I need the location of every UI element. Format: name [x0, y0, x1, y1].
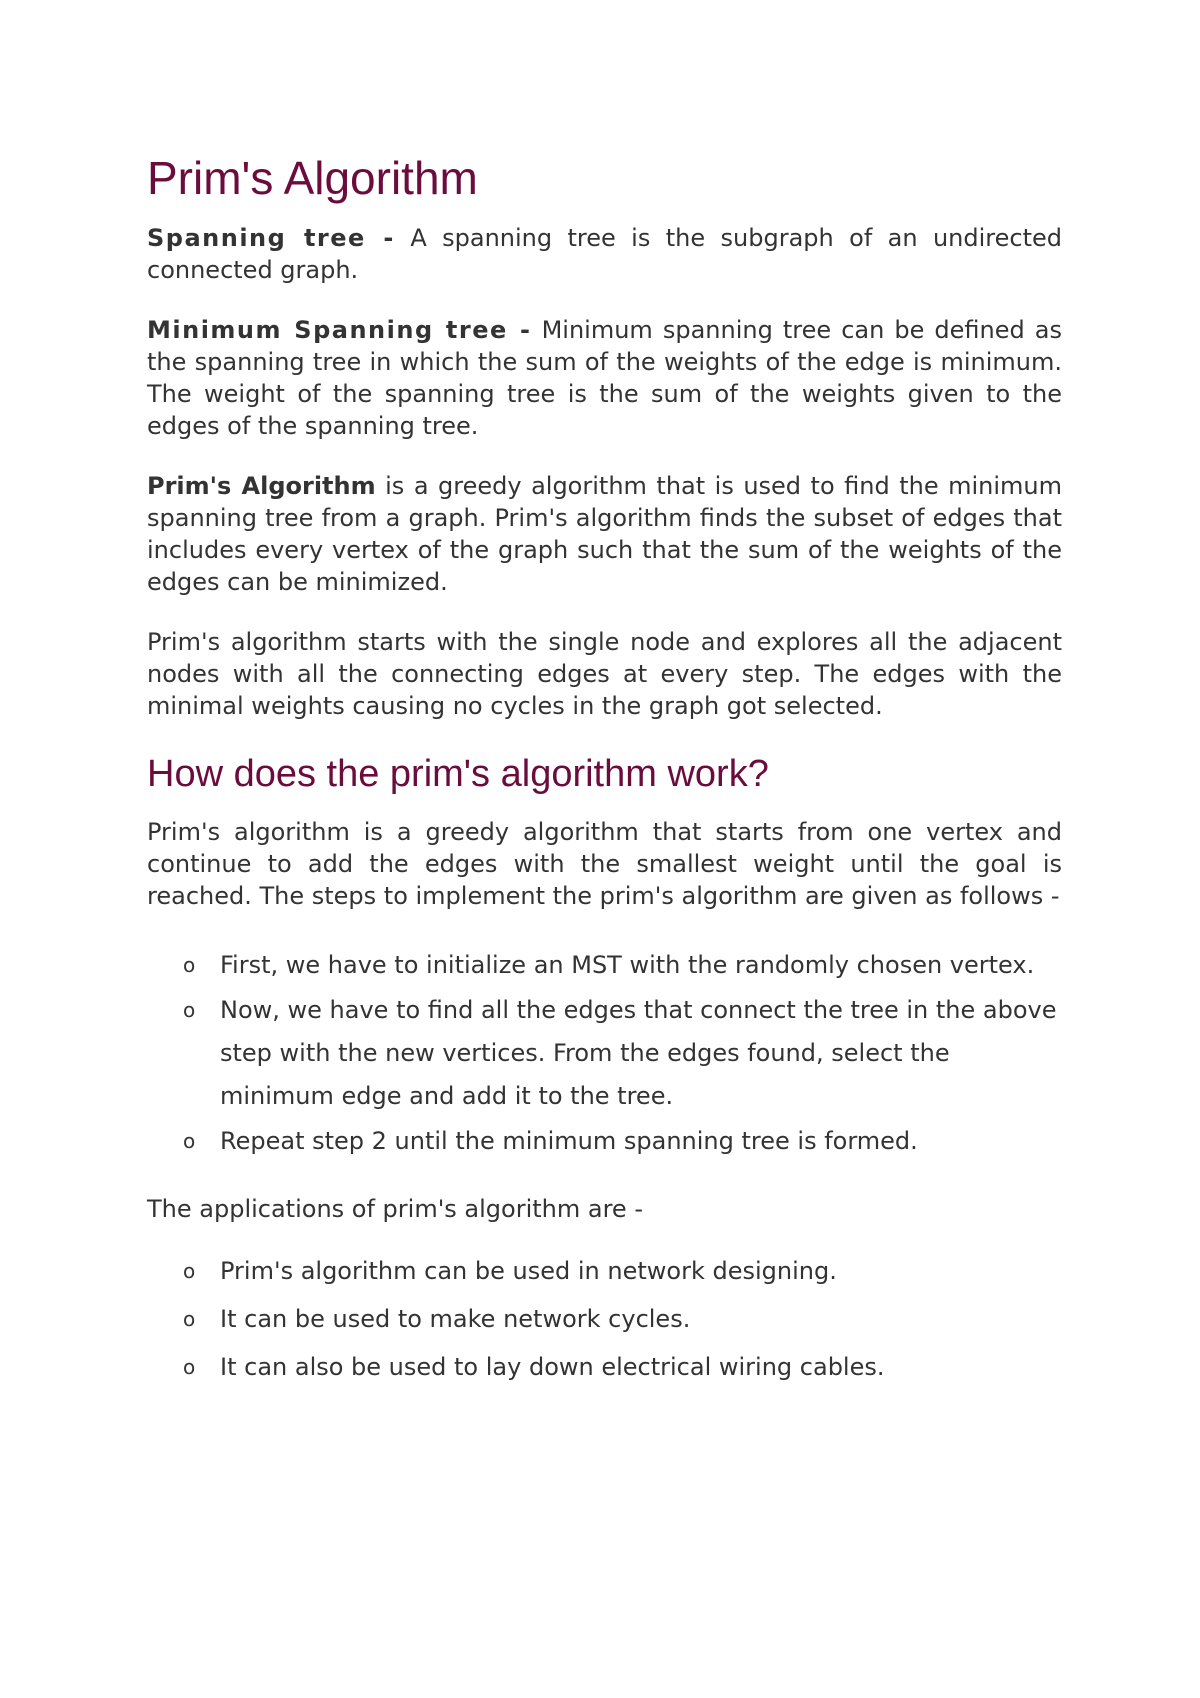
how-heading: How does the prim's algorithm work?	[147, 753, 769, 795]
applications-intro: The applications of prim's algorithm are -	[147, 1195, 643, 1223]
bullet-icon: o	[183, 953, 196, 977]
document-page	[147, 150, 1062, 1399]
prims-algorithm-term: Prim's Algorithm	[147, 472, 376, 500]
spanning-tree-definition: A spanning tree is the subgraph of an undirected connected graph.	[147, 224, 1063, 284]
list-item	[147, 1303, 1062, 1335]
bullet-icon: o	[183, 1307, 196, 1331]
list-item	[147, 1120, 1062, 1163]
steps-list	[147, 944, 1062, 1163]
list-item	[147, 989, 1062, 1118]
spanning-tree-paragraph	[147, 222, 1062, 286]
spanning-tree-term: Spanning tree -	[147, 224, 395, 252]
minimum-spanning-tree-paragraph	[147, 314, 1062, 442]
list-item	[147, 1255, 1062, 1287]
step-text: Now, we have to find all the edges that connect the tree in the above step with the new vertices. From the edges found, select the minimum edge and add it to the tree.	[220, 996, 1057, 1110]
step-text: First, we have to initialize an MST with the randomly chosen vertex.	[220, 951, 1035, 979]
bullet-icon: o	[183, 1355, 196, 1379]
list-item	[147, 944, 1062, 987]
bullet-icon: o	[183, 998, 196, 1022]
bullet-icon: o	[183, 1129, 196, 1153]
application-text: Prim's algorithm can be used in network designing.	[220, 1257, 837, 1285]
explanation-paragraph: Prim's algorithm starts with the single node and explores all the adjacent nodes with all the connecting edges at every step. The edges with the minimal weights causing no cycles in the graph got selected.	[147, 628, 1062, 720]
minimum-spanning-tree-term: Minimum Spanning tree -	[147, 316, 532, 344]
bullet-icon: o	[183, 1259, 196, 1283]
prims-algorithm-definition: is a greedy algorithm that is used to find the minimum spanning tree from a graph. Prim's algorithm finds the subset of edges that includes every vertex of the graph such that the sum of the weights of the edges can be minimized.	[147, 472, 1062, 596]
applications-list	[147, 1255, 1062, 1383]
prims-algorithm-paragraph	[147, 470, 1062, 598]
step-text: Repeat step 2 until the minimum spanning tree is formed.	[220, 1127, 918, 1155]
how-intro-paragraph: Prim's algorithm is a greedy algorithm that starts from one vertex and continue to add the edges with the smallest weight until the goal is reached. The steps to implement the prim's algorithm are given as follows -	[147, 818, 1062, 910]
minimum-spanning-tree-definition: Minimum spanning tree can be defined as the spanning tree in which the sum of the weights of the edge is minimum. The weight of the spanning tree is the sum of the weights given to the edges of the spanning tree.	[147, 316, 1062, 440]
application-text: It can also be used to lay down electrical wiring cables.	[220, 1353, 885, 1381]
application-text: It can be used to make network cycles.	[220, 1305, 691, 1333]
list-item	[147, 1351, 1062, 1383]
page-title: Prim's Algorithm	[147, 152, 478, 204]
